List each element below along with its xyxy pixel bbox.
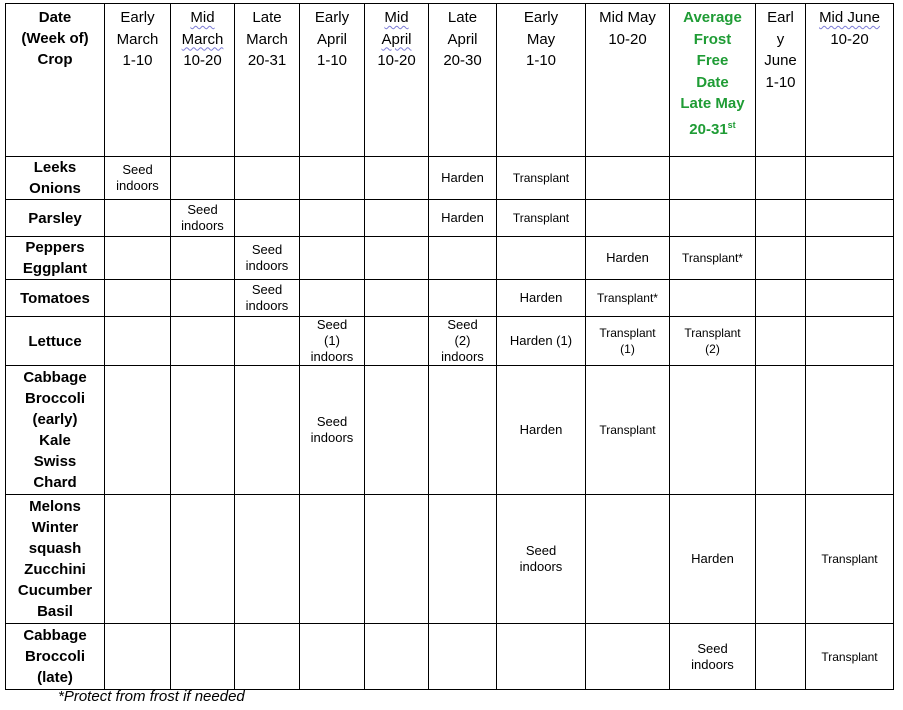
header-label: 10-20 xyxy=(608,30,647,48)
schedule-cell xyxy=(756,624,806,690)
schedule-cell xyxy=(235,200,300,237)
schedule-activity: Transplant xyxy=(599,423,656,437)
week-column-header xyxy=(497,4,586,157)
header-label: Mid May xyxy=(599,9,656,26)
header-label: (Week of) xyxy=(21,30,89,47)
schedule-activity: (1) xyxy=(620,342,635,356)
table-row xyxy=(6,280,894,317)
schedule-cell xyxy=(365,366,429,495)
planting-schedule-table xyxy=(5,3,894,690)
schedule-cell xyxy=(171,366,235,495)
schedule-cell xyxy=(497,280,586,317)
crop-name: Parsley xyxy=(28,209,82,227)
schedule-cell xyxy=(806,157,894,200)
schedule-cell xyxy=(429,157,497,200)
schedule-cell xyxy=(429,317,497,366)
crop-name-cell xyxy=(6,366,105,495)
crop-name-cell xyxy=(6,317,105,366)
crop-name: Leeks xyxy=(33,159,77,176)
header-label: 10-20 xyxy=(183,52,222,69)
table-row xyxy=(6,237,894,280)
header-label: June xyxy=(764,52,797,69)
schedule-cell xyxy=(365,237,429,280)
schedule-activity: Transplant xyxy=(512,171,570,185)
schedule-activity: Seed xyxy=(316,317,348,332)
schedule-cell xyxy=(300,366,365,495)
schedule-cell xyxy=(586,366,670,495)
crop-name: Cabbage xyxy=(23,369,87,386)
week-column-header xyxy=(365,4,429,157)
header-label: March xyxy=(116,30,159,48)
schedule-cell xyxy=(235,624,300,690)
schedule-cell xyxy=(756,237,806,280)
schedule-cell xyxy=(300,157,365,200)
schedule-cell xyxy=(105,366,171,495)
header-label: Free xyxy=(696,52,729,69)
table-body xyxy=(6,4,894,690)
schedule-cell xyxy=(365,200,429,237)
schedule-activity: Seed xyxy=(251,242,283,257)
schedule-cell xyxy=(171,280,235,317)
crop-name: Cabbage xyxy=(23,627,87,644)
crop-name: squash xyxy=(28,540,82,557)
schedule-cell xyxy=(497,200,586,237)
crop-name: Onions xyxy=(29,180,81,197)
schedule-cell xyxy=(429,495,497,624)
footnote: *Protect from frost if needed xyxy=(58,688,245,705)
table-row xyxy=(6,200,894,237)
schedule-cell xyxy=(756,157,806,200)
schedule-cell xyxy=(171,624,235,690)
schedule-cell xyxy=(586,200,670,237)
header-label: 10-20 xyxy=(377,52,416,69)
schedule-activity: Harden xyxy=(519,422,563,437)
crop-name-cell xyxy=(6,624,105,690)
crop-name-cell xyxy=(6,237,105,280)
schedule-cell xyxy=(429,366,497,495)
schedule-cell xyxy=(235,157,300,200)
schedule-cell xyxy=(670,495,756,624)
schedule-activity: indoors xyxy=(116,178,159,193)
crop-name: Swiss xyxy=(33,453,77,470)
crop-name: Peppers xyxy=(25,239,85,256)
schedule-cell xyxy=(429,237,497,280)
schedule-activity: indoors xyxy=(310,349,354,364)
header-label: April xyxy=(316,30,347,48)
schedule-cell xyxy=(586,624,670,690)
schedule-cell xyxy=(756,495,806,624)
schedule-activity: indoors xyxy=(519,559,563,574)
header-label: Date xyxy=(38,9,72,26)
week-column-header xyxy=(171,4,235,157)
header-label: Average xyxy=(683,9,742,26)
schedule-cell xyxy=(756,366,806,495)
crop-name: Eggplant xyxy=(22,260,88,277)
schedule-cell xyxy=(105,280,171,317)
schedule-cell xyxy=(365,280,429,317)
schedule-activity: Harden (1) xyxy=(509,333,573,348)
date-crop-header xyxy=(6,4,105,157)
schedule-activity: indoors xyxy=(245,258,289,273)
schedule-cell xyxy=(586,237,670,280)
schedule-activity: Seed xyxy=(251,282,283,297)
week-column-header xyxy=(235,4,300,157)
crop-name-cell xyxy=(6,280,105,317)
table-row xyxy=(6,495,894,624)
week-column-header xyxy=(756,4,806,157)
schedule-activity: Transplant xyxy=(599,326,656,340)
header-label: Frost xyxy=(693,30,732,48)
schedule-cell xyxy=(806,280,894,317)
header-label: Late May xyxy=(680,95,745,112)
schedule-cell xyxy=(670,624,756,690)
schedule-cell xyxy=(365,495,429,624)
crop-name-cell xyxy=(6,495,105,624)
schedule-activity: Transplant* xyxy=(597,291,658,305)
schedule-cell xyxy=(756,200,806,237)
crop-name-cell xyxy=(6,157,105,200)
table-row xyxy=(6,317,894,366)
schedule-activity: indoors xyxy=(245,298,289,313)
header-label: May xyxy=(526,30,556,48)
header-label: Early xyxy=(120,9,155,26)
schedule-cell xyxy=(670,366,756,495)
schedule-cell xyxy=(670,280,756,317)
week-column-header xyxy=(429,4,497,157)
schedule-cell xyxy=(806,200,894,237)
schedule-cell xyxy=(300,237,365,280)
header-label: 1-10 xyxy=(525,52,557,69)
schedule-cell xyxy=(670,237,756,280)
schedule-activity: (2) xyxy=(454,333,471,348)
frost-date-column-header xyxy=(670,4,756,157)
schedule-cell xyxy=(429,624,497,690)
schedule-activity: Harden xyxy=(441,210,484,225)
schedule-cell xyxy=(171,200,235,237)
header-label: March xyxy=(246,30,288,48)
week-column-header xyxy=(300,4,365,157)
crop-name-cell xyxy=(6,200,105,237)
week-column-header xyxy=(586,4,670,157)
schedule-cell xyxy=(300,280,365,317)
crop-name: Cucumber xyxy=(17,582,93,599)
schedule-activity: (1) xyxy=(324,333,340,348)
schedule-cell xyxy=(806,624,894,690)
schedule-activity: Seed xyxy=(525,543,557,558)
crop-name: Basil xyxy=(37,603,73,620)
header-label: April xyxy=(381,30,412,48)
header-label: 1-10 xyxy=(122,52,153,69)
schedule-cell xyxy=(586,317,670,366)
crop-name: Lettuce xyxy=(28,332,82,350)
schedule-cell xyxy=(235,280,300,317)
crop-name: Broccoli xyxy=(24,390,85,407)
header-label: 20-30 xyxy=(443,52,482,69)
header-label: April xyxy=(447,30,478,48)
schedule-cell xyxy=(756,280,806,317)
schedule-activity: Seed xyxy=(316,414,348,429)
header-label: 1-10 xyxy=(316,52,348,69)
schedule-activity: Transplant xyxy=(821,649,878,664)
schedule-activity: indoors xyxy=(310,430,354,445)
header-label: Early xyxy=(523,9,559,26)
schedule-activity: Harden xyxy=(441,170,484,185)
schedule-activity: Seed xyxy=(697,640,728,656)
schedule-cell xyxy=(105,157,171,200)
schedule-cell xyxy=(806,317,894,366)
header-row xyxy=(6,4,894,157)
schedule-activity: Transplant xyxy=(512,211,570,225)
crop-name: Melons xyxy=(29,498,81,515)
schedule-cell xyxy=(365,624,429,690)
crop-name: Zucchini xyxy=(24,561,86,578)
schedule-cell xyxy=(365,317,429,366)
schedule-cell xyxy=(300,317,365,366)
schedule-cell xyxy=(105,317,171,366)
schedule-cell xyxy=(806,495,894,624)
schedule-activity: Seed xyxy=(447,317,478,332)
crop-name: Kale xyxy=(39,432,71,449)
schedule-cell xyxy=(670,200,756,237)
crop-name: (early) xyxy=(32,411,78,428)
schedule-cell xyxy=(171,157,235,200)
schedule-cell xyxy=(497,366,586,495)
schedule-cell xyxy=(806,366,894,495)
schedule-cell xyxy=(105,495,171,624)
schedule-cell xyxy=(235,366,300,495)
schedule-cell xyxy=(105,237,171,280)
crop-name: Winter xyxy=(31,519,79,536)
schedule-activity: Seed xyxy=(122,162,153,177)
schedule-activity: Seed xyxy=(187,202,218,217)
schedule-activity: indoors xyxy=(691,656,734,672)
schedule-cell xyxy=(806,237,894,280)
schedule-activity: (2) xyxy=(705,342,720,356)
header-label: Mid xyxy=(384,9,409,26)
crop-name: Tomatoes xyxy=(20,289,90,307)
crop-name: (late) xyxy=(37,669,73,686)
schedule-cell xyxy=(497,157,586,200)
schedule-cell xyxy=(586,157,670,200)
schedule-cell xyxy=(105,200,171,237)
schedule-cell xyxy=(429,280,497,317)
schedule-cell xyxy=(670,317,756,366)
schedule-cell xyxy=(300,200,365,237)
table-row xyxy=(6,366,894,495)
schedule-activity: Transplant* xyxy=(682,251,743,265)
schedule-cell xyxy=(497,237,586,280)
schedule-activity: Harden xyxy=(606,250,649,265)
schedule-cell xyxy=(429,200,497,237)
header-label: Date xyxy=(696,73,729,91)
schedule-cell xyxy=(497,624,586,690)
schedule-cell xyxy=(235,237,300,280)
schedule-cell xyxy=(586,280,670,317)
schedule-activity: indoors xyxy=(441,349,484,364)
header-label: Earl xyxy=(767,9,794,26)
header-label: Mid xyxy=(190,9,215,26)
header-label: y xyxy=(776,30,785,48)
schedule-cell xyxy=(235,317,300,366)
schedule-cell xyxy=(497,317,586,366)
schedule-cell xyxy=(586,495,670,624)
crop-name: Chard xyxy=(33,474,77,491)
header-label: March xyxy=(181,30,224,48)
week-column-header xyxy=(105,4,171,157)
schedule-cell xyxy=(171,317,235,366)
schedule-cell xyxy=(171,495,235,624)
header-label: 20-31 xyxy=(247,52,287,69)
schedule-cell xyxy=(105,624,171,690)
header-label: Late xyxy=(252,9,282,26)
header-label: Crop xyxy=(37,51,73,68)
schedule-cell xyxy=(300,624,365,690)
crop-name: Broccoli xyxy=(24,648,85,665)
schedule-cell xyxy=(300,495,365,624)
schedule-activity: Harden xyxy=(691,551,734,566)
table-row xyxy=(6,624,894,690)
schedule-activity: Transplant xyxy=(684,326,741,340)
schedule-cell xyxy=(497,495,586,624)
schedule-cell xyxy=(171,237,235,280)
schedule-activity: indoors xyxy=(181,218,224,233)
schedule-cell xyxy=(365,157,429,200)
header-label: 1-10 xyxy=(765,73,796,91)
header-label: 20-31st xyxy=(689,119,736,138)
schedule-activity: Transplant xyxy=(821,552,878,566)
table-row xyxy=(6,157,894,200)
schedule-cell xyxy=(235,495,300,624)
week-column-header xyxy=(806,4,894,157)
header-label: Mid June xyxy=(819,9,880,26)
header-label: 10-20 xyxy=(830,30,869,48)
schedule-activity: Harden xyxy=(519,290,563,305)
schedule-cell xyxy=(756,317,806,366)
header-label: Early xyxy=(314,9,350,26)
schedule-cell xyxy=(670,157,756,200)
header-label: Late xyxy=(447,9,478,26)
